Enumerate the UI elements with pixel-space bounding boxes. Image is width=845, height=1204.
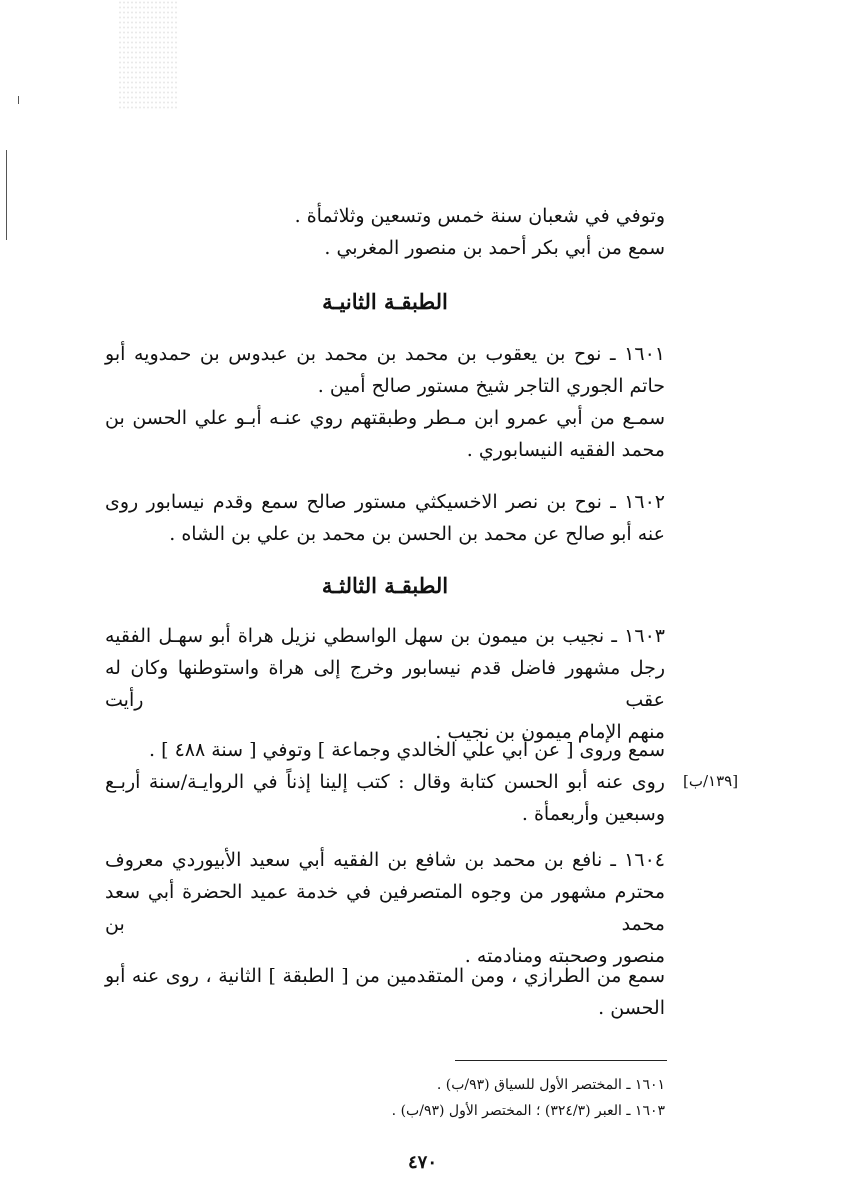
text-line: سمع من الطرازي ، ومن المتقدمين من [ الطبقة ] الثانية ، روى عنه أبو — [105, 965, 665, 987]
text-line: محمد الفقيه النيسابوري . — [466, 439, 665, 461]
section-heading-second-tier: الطبقـة الثانيـة — [322, 289, 448, 314]
text-line: وسبعين وأربعمأة . — [521, 803, 665, 825]
section-heading-third-tier: الطبقـة الثالثـة — [321, 573, 449, 598]
text-line: ١٦٠٢ ـ نوح بن نصر الاخسيكثي مستور صالح سمع وقدم نيسابور روى — [105, 491, 665, 513]
footnote: ١٦٠٣ ـ العبر (٣٢٤/٣) ؛ المختصر الأول (٩٣/ب) . — [391, 1103, 665, 1119]
binding-mark — [6, 150, 7, 240]
text-line: سمع من أبي بكر أحمد بن منصور المغربي . — [324, 237, 665, 259]
text-line: منصور وصحبته ومنادمته . — [464, 945, 665, 967]
text-line: رجل مشهور فاضل قدم نيسابور وخرج إلى هراة واستوطنها وكان له عقب رأيت — [105, 657, 665, 711]
text-line: ١٦٠٣ ـ نجيب بن ميمون بن سهل الواسطي نزيل هراة أبو سهـل الفقيه — [105, 625, 665, 647]
text-line: ١٦٠١ ـ نوح بن يعقوب بن محمد بن محمد بن عبدوس بن حمدويه أبو — [105, 343, 665, 365]
footnote: ١٦٠١ ـ المختصر الأول للسياق (٩٣/ب) . — [436, 1077, 665, 1093]
footnote-divider — [455, 1060, 667, 1061]
entry-1601 — [105, 338, 665, 466]
text-line: منهم الإمام ميمون بن نجيب . — [435, 721, 665, 743]
text-line: سمع وروى [ عن أبي علي الخالدي وجماعة ] وتوفي [ سنة ٤٨٨ ] . — [149, 739, 665, 761]
entry-1603-transmission — [105, 734, 665, 830]
text-line: عنه أبو صالح عن محمد بن الحسن بن محمد بن علي بن الشاه . — [169, 523, 665, 545]
scan-noise — [118, 0, 178, 110]
opening-lines — [105, 200, 665, 264]
text-line: الحسن . — [598, 997, 665, 1019]
binding-mark — [18, 96, 19, 104]
manuscript-folio-note: [١٣٩/ب] — [683, 772, 739, 790]
text-line: روى عنه أبو الحسن كتابة وقال : كتب إلينا إذناً في الروايـة/سنة أربـع — [105, 771, 665, 793]
entry-1602 — [105, 486, 665, 550]
text-line: سمـع من أبي عمرو ابن مـطر وطبقتهم روي عنـه أبـو علي الحسن بن — [105, 407, 665, 429]
text-line: ١٦٠٤ ـ نافع بن محمد بن شافع بن الفقيه أبي سعيد الأبيوردي معروف — [105, 849, 665, 871]
entry-1604-transmission — [105, 960, 665, 1024]
text-line: حاتم الجوري التاجر شيخ مستور صالح أمين . — [317, 375, 665, 397]
entry-1603 — [105, 620, 665, 748]
text-line: محترم مشهور من وجوه المتصرفين في خدمة عميد الحضرة أبي سعد محمد بن — [105, 881, 665, 935]
text-line: وتوفي في شعبان سنة خمس وتسعين وثلاثمأة . — [294, 205, 665, 227]
page-number: ٤٧٠ — [407, 1152, 437, 1173]
footnotes — [105, 1072, 665, 1124]
entry-1604 — [105, 844, 665, 972]
